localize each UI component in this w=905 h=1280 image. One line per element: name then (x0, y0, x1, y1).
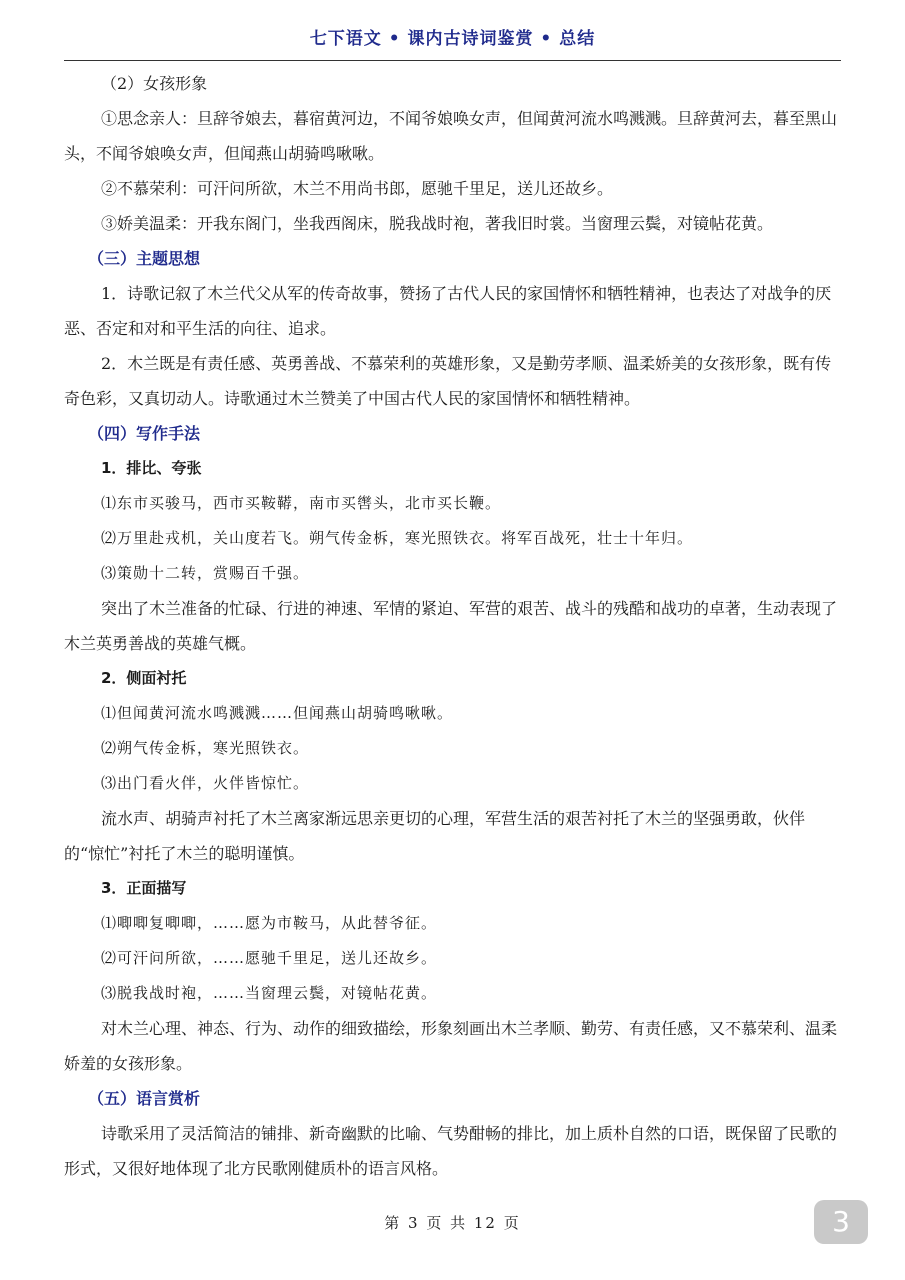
parallelism-heading: 1．排比、夸张 (101, 459, 202, 477)
parallelism-summary: 突出了木兰准备的忙碌、行进的神速、军情的紧迫、军营的艰苦、战斗的残酷和战功的卓著，生动表现了木兰英勇善战的英雄气概。 (64, 599, 838, 653)
document-body (64, 66, 841, 1186)
girl-image-item: ②不慕荣利：可汗问所欲，木兰不用尚书郎，愿驰千里足，送儿还故乡。 (101, 179, 614, 198)
language-heading: （五）语言赏析 (88, 1089, 201, 1108)
contrast-example: ⑴但闻黄河流水鸣溅溅……但闻燕山胡骑鸣啾啾。 (101, 704, 454, 722)
header-title: 七下语文 • 课内古诗词鉴赏 • 总结 (309, 29, 596, 49)
language-paragraph: 诗歌采用了灵活简洁的铺排、新奇幽默的比喻、气势酣畅的排比，加上质朴自然的口语，既保留了民歌的形式，又很好地体现了北方民歌刚健质朴的语言风格。 (64, 1124, 838, 1178)
girl-image-item: ①思念亲人：旦辞爷娘去，暮宿黄河边，不闻爷娘唤女声，但闻黄河流水鸣溅溅。旦辞黄河去，暮至黑山头，不闻爷娘唤女声，但闻燕山胡骑鸣啾啾。 (64, 109, 838, 163)
direct-example: ⑶脱我战时袍，……当窗理云鬓，对镜帖花黄。 (101, 984, 438, 1002)
girl-image-heading: （2）女孩形象 (101, 74, 208, 93)
direct-summary: 对木兰心理、神态、行为、动作的细致描绘，形象刻画出木兰孝顺、勤劳、有责任感，又不慕荣利、温柔娇羞的女孩形象。 (64, 1019, 838, 1073)
page-number-badge: 3 (814, 1200, 868, 1244)
girl-image-item: ③娇美温柔：开我东阁门，坐我西阁床，脱我战时袍，著我旧时裳。当窗理云鬓，对镜帖花黄。 (101, 214, 774, 233)
page-footer: 第 3 页 共 12 页 (384, 1214, 521, 1232)
parallelism-example: ⑴东市买骏马，西市买鞍鞯，南市买辔头，北市买长鞭。 (101, 494, 502, 512)
contrast-summary: 流水声、胡骑声衬托了木兰离家渐远思亲更切的心理，军营生活的艰苦衬托了木兰的坚强勇敢，伙伴的“惊忙”衬托了木兰的聪明谨慎。 (64, 809, 806, 863)
theme-paragraph: 1．诗歌记叙了木兰代父从军的传奇故事，赞扬了古代人民的家国情怀和牺牲精神，也表达了对战争的厌恶、否定和对和平生活的向往、追求。 (64, 284, 832, 338)
parallelism-example: ⑵万里赴戎机，关山度若飞。朔气传金柝，寒光照铁衣。将军百战死，壮士十年归。 (101, 529, 694, 547)
theme-heading: （三）主题思想 (88, 249, 201, 268)
direct-heading: 3．正面描写 (101, 879, 187, 897)
direct-example: ⑴唧唧复唧唧，……愿为市鞍马，从此替爷征。 (101, 914, 438, 932)
parallelism-example: ⑶策勋十二转，赏赐百千强。 (101, 564, 310, 582)
theme-paragraph: 2．木兰既是有责任感、英勇善战、不慕荣利的英雄形象，又是勤劳孝顺、温柔娇美的女孩形象，既有传奇色彩，又真切动人。诗歌通过木兰赞美了中国古代人民的家国情怀和牺牲精神。 (64, 354, 832, 408)
contrast-example: ⑶出门看火伴，火伴皆惊忙。 (101, 774, 310, 792)
page-header (64, 22, 841, 61)
direct-example: ⑵可汗问所欲，……愿驰千里足，送儿还故乡。 (101, 949, 438, 967)
contrast-heading: 2．侧面衬托 (101, 669, 187, 687)
writing-heading: （四）写作手法 (88, 424, 201, 443)
contrast-example: ⑵朔气传金柝，寒光照铁衣。 (101, 739, 310, 757)
